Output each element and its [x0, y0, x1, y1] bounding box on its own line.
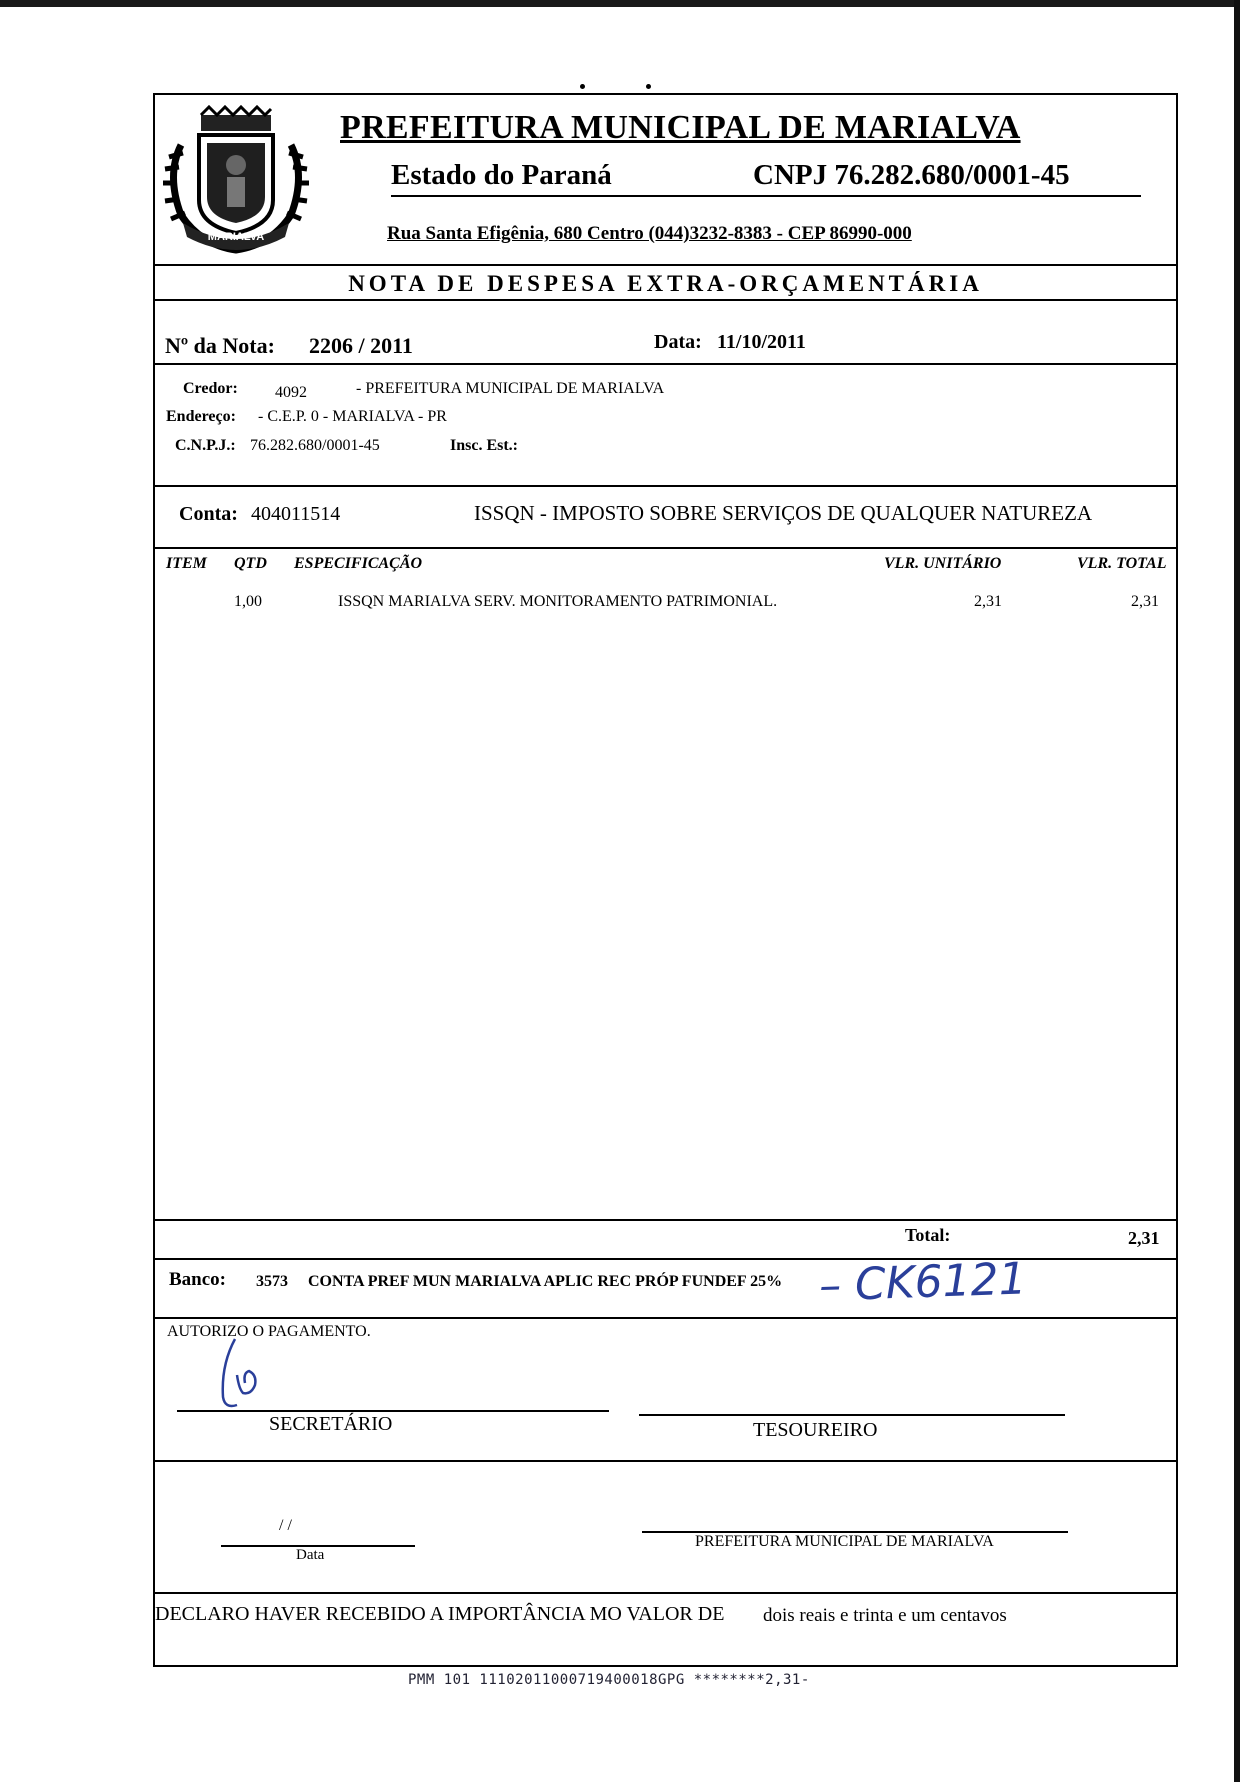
row-total-value: 2,31	[1131, 593, 1159, 610]
receiver-label: PREFEITURA MUNICIPAL DE MARIALVA	[695, 1533, 994, 1550]
credor-name: - PREFEITURA MUNICIPAL DE MARIALVA	[356, 380, 665, 397]
bank-account-name: CONTA PREF MUN MARIALVA APLIC REC PRÓP FUNDEF 25%	[308, 1273, 783, 1290]
municipality-title: PREFEITURA MUNICIPAL DE MARIALVA	[340, 109, 1021, 146]
date-slashes: / /	[279, 1517, 292, 1534]
bank-label: Banco:	[169, 1269, 226, 1290]
divider	[155, 1460, 1176, 1462]
col-header-total-value: VLR. TOTAL	[1077, 555, 1167, 572]
insc-est-label: Insc. Est.:	[450, 437, 519, 454]
nota-number-value: 2206 / 2011	[309, 333, 413, 358]
bank-number: 3573	[256, 1273, 288, 1290]
document-frame	[153, 93, 1178, 1667]
row-specification: ISSQN MARIALVA SERV. MONITORAMENTO PATRIMONIAL.	[338, 593, 778, 610]
svg-text:MARIALVA: MARIALVA	[207, 231, 265, 243]
divider	[155, 1317, 1176, 1319]
date-label: Data	[296, 1547, 325, 1563]
credor-cnpj-value: 76.282.680/0001-45	[250, 437, 380, 454]
secretary-label: SECRETÁRIO	[269, 1413, 393, 1435]
nota-date-label: Data:	[654, 331, 702, 353]
col-header-qtd: QTD	[234, 555, 267, 572]
divider	[155, 547, 1176, 549]
credor-label: Credor:	[183, 380, 238, 397]
binder-hole-dot	[646, 84, 651, 89]
divider	[155, 299, 1176, 301]
header-cnpj: CNPJ 76.282.680/0001-45	[753, 159, 1070, 191]
treasurer-signature-line	[639, 1414, 1065, 1416]
row-unit-value: 2,31	[974, 593, 1002, 610]
header-underline	[391, 195, 1141, 197]
scan-top-edge	[0, 0, 1240, 7]
conta-number: 404011514	[251, 503, 341, 525]
credor-code: 4092	[275, 384, 307, 401]
conta-description: ISSQN - IMPOSTO SOBRE SERVIÇOS DE QUALQUER NATUREZA	[474, 501, 1093, 525]
secretary-signature-line	[177, 1410, 609, 1412]
municipality-address: Rua Santa Efigênia, 680 Centro (044)3232-8383 - CEP 86990-000	[387, 223, 912, 244]
address-label: Endereço:	[166, 408, 236, 425]
nota-number-label: Nº da Nota:	[165, 333, 275, 358]
coat-of-arms-emblem	[161, 105, 311, 255]
footer-barcode-text: PMM 101 11102011000719400018GPG ********2,31-	[408, 1672, 810, 1688]
col-header-item: ITEM	[166, 555, 207, 572]
divider	[155, 485, 1176, 487]
scan-right-edge	[1234, 0, 1240, 1782]
handwritten-check-number: – CK6121	[818, 1253, 1028, 1312]
total-label: Total:	[905, 1225, 951, 1245]
treasurer-label: TESOUREIRO	[753, 1419, 878, 1441]
nota-date-value: 11/10/2011	[717, 331, 806, 353]
divider	[155, 264, 1176, 266]
divider	[155, 363, 1176, 365]
col-header-specification: ESPECIFICAÇÃO	[294, 555, 423, 572]
divider	[155, 1592, 1176, 1594]
row-qtd: 1,00	[234, 593, 262, 610]
binder-hole-dot	[580, 84, 585, 89]
credor-cnpj-label: C.N.P.J.:	[175, 437, 236, 454]
document-title: NOTA DE DESPESA EXTRA-ORÇAMENTÁRIA	[348, 271, 983, 296]
declaration-text: DECLARO HAVER RECEBIDO A IMPORTÂNCIA MO VALOR DE	[155, 1603, 725, 1625]
secretary-signature	[215, 1335, 275, 1415]
declaration-value-words: dois reais e trinta e um centavos	[763, 1605, 1007, 1626]
state-name: Estado do Paraná	[391, 159, 612, 191]
col-header-unit-value: VLR. UNITÁRIO	[884, 555, 1002, 572]
divider	[155, 1219, 1176, 1221]
address-value: - C.E.P. 0 - MARIALVA - PR	[258, 408, 447, 425]
total-value: 2,31	[1128, 1228, 1160, 1248]
conta-label: Conta:	[179, 503, 238, 525]
authorization-text: AUTORIZO O PAGAMENTO.	[167, 1323, 371, 1340]
